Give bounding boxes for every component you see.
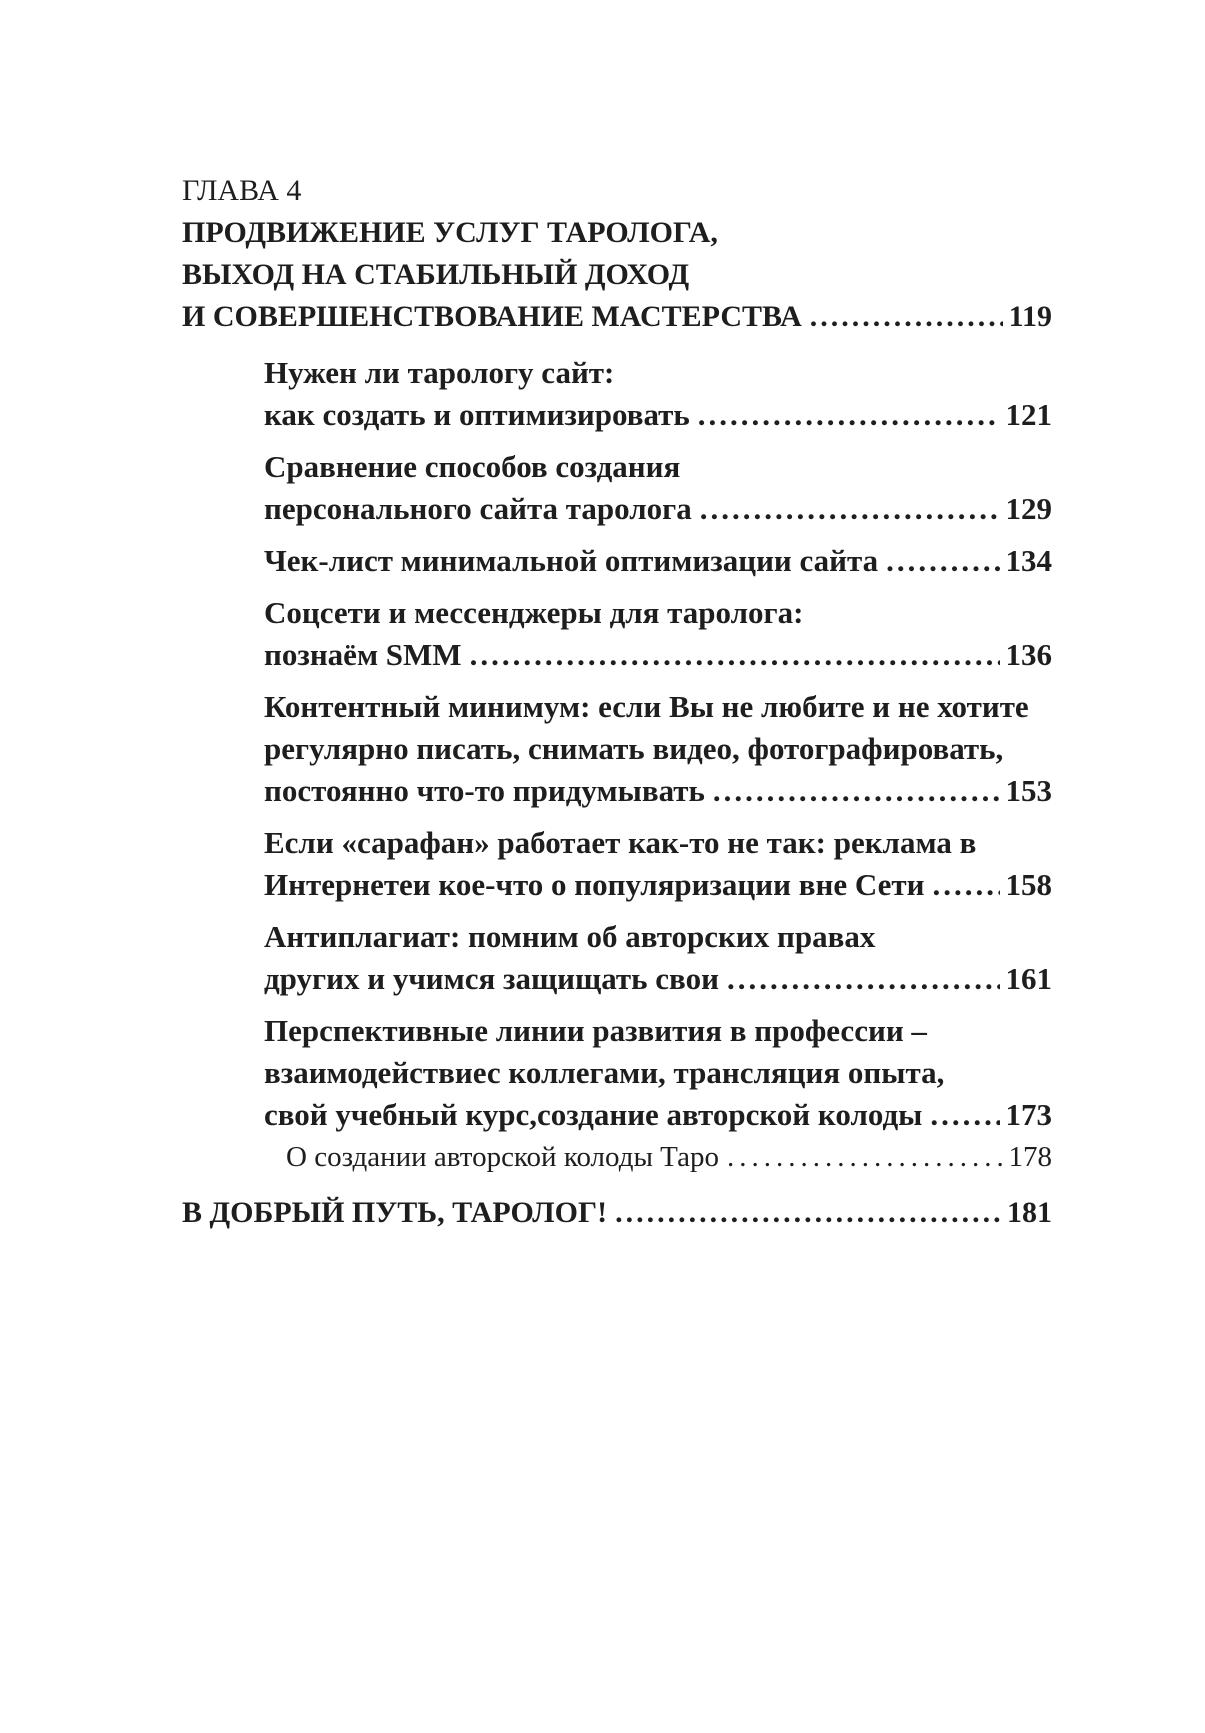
entry-text: Нужен ли тарологу сайт: [264,355,615,390]
dot-leader [727,1136,1002,1178]
entry-line [264,1052,1052,1094]
dot-leader [615,1192,1001,1234]
entry-text: свой учебный курс,создание авторской колоды [264,1097,923,1132]
entry-line [264,352,1052,394]
entry-page-number: 161 [1005,961,1052,996]
entry-line [264,446,1052,488]
entry-text: персонального сайта таролога [264,491,692,526]
toc-entry-checklist[interactable] [182,540,1052,582]
entry-text: О создании авторской колоды Таро [286,1141,720,1173]
entry-line [264,1010,1052,1052]
chapter-page-number: 119 [1008,300,1052,333]
entry-line [264,540,1052,582]
toc-entry-advertising[interactable] [182,822,1052,906]
entry-text: Если «сарафан» работает как-то не так: реклама в [264,825,977,860]
entry-text: познаём SMM [264,637,462,672]
entry-line [264,728,1052,770]
entry-text: Интернетеи кое-что о популяризации вне Сети [264,867,925,902]
entry-page-number: 173 [1005,1097,1052,1132]
entry-line [264,592,1052,634]
dot-leader [698,394,1000,436]
entry-line [264,770,1052,812]
toc-entry-content-minimum[interactable] [182,686,1052,812]
entry-text: Антиплагиат: помним об авторских правах [264,919,876,954]
dot-leader [727,958,1000,1000]
entry-text: регулярно писать, снимать видео, фотографировать, [264,731,1004,766]
entry-line [264,488,1052,530]
entry-line [286,1136,1052,1178]
toc-entry-smm[interactable] [182,592,1052,676]
chapter-4-entry[interactable] [182,170,1052,338]
toc-entry-antiplagiarism[interactable] [182,916,1052,1000]
dot-leader [470,634,1000,676]
entry-text: взаимодействиес коллегами, трансляция опыта, [264,1055,945,1090]
chapter-title-line [182,296,1052,338]
dot-leader [930,1094,999,1136]
entry-line [264,958,1052,1000]
toc-entry-site-comparison[interactable] [182,446,1052,530]
entry-text: постоянно что-то придумывать [264,773,705,808]
dot-leader [933,864,1000,906]
entry-line [264,864,1052,906]
chapter-title-line [182,254,1052,296]
entry-text: Перспективные линии развития в профессии – [264,1013,927,1048]
chapter-label [182,170,1052,212]
entry-page-number: 178 [1008,1141,1052,1173]
entry-line [264,634,1052,676]
entry-text: Соцсети и мессенджеры для таролога: [264,595,804,630]
entry-page-number: 136 [1005,637,1052,672]
entry-page-number: 153 [1005,773,1052,808]
dot-leader [700,488,1000,530]
entry-line [264,1094,1052,1136]
entry-text: Сравнение способов создания [264,449,681,484]
chapter-title-line-1: ПРОДВИЖЕНИЕ УСЛУГ ТАРОЛОГА, [182,216,718,249]
entry-text: В ДОБРЫЙ ПУТЬ, ТАРОЛОГ! [182,1196,608,1229]
toc-entry-site[interactable] [182,352,1052,436]
entry-page-number: 121 [1005,397,1052,432]
chapter-label-text: ГЛАВА 4 [182,174,302,207]
toc-entry-final[interactable] [182,1192,1052,1234]
entry-text: как создать и оптимизировать [264,397,690,432]
entry-text: других и учимся защищать свои [264,961,719,996]
toc-subentry-tarot-deck[interactable] [182,1136,1052,1178]
entry-page-number: 181 [1007,1196,1052,1229]
entry-line [264,822,1052,864]
chapter-title-line [182,212,1052,254]
chapter-title-line-3: И СОВЕРШЕНСТВОВАНИЕ МАСТЕРСТВА [182,300,802,333]
entry-page-number: 158 [1005,867,1052,902]
dot-leader [713,770,1000,812]
entry-text: Чек-лист минимальной оптимизации сайта [264,543,879,578]
entry-page-number: 129 [1005,491,1052,526]
table-of-contents [182,170,1052,1234]
chapter-title-line-2: ВЫХОД НА СТАБИЛЬНЫЙ ДОХОД [182,258,690,291]
dot-leader [810,296,1003,338]
entry-page-number: 134 [1005,543,1052,578]
entry-line [264,394,1052,436]
entry-line [264,916,1052,958]
toc-entry-development[interactable] [182,1010,1052,1136]
entry-text: Контентный минимум: если Вы не любите и не хотите [264,689,1029,724]
entry-line [264,686,1052,728]
entry-line [182,1192,1052,1234]
dot-leader [886,540,999,582]
